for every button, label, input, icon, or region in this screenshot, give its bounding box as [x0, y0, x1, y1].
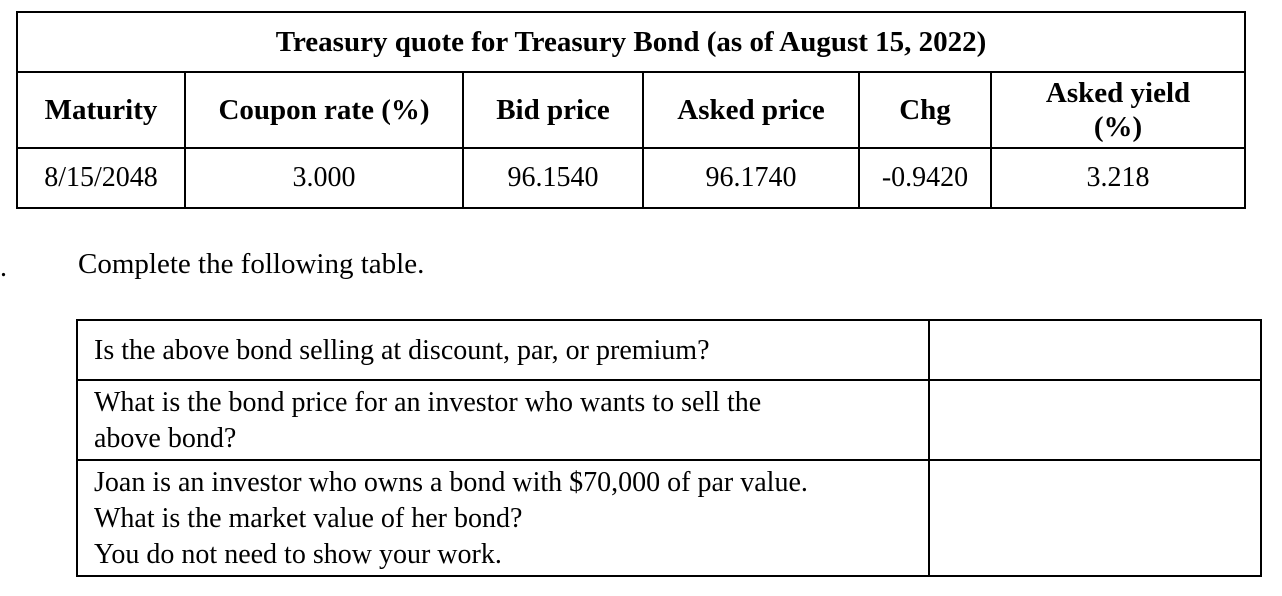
- header-coupon-rate: Coupon rate (%): [185, 72, 463, 148]
- header-maturity: Maturity: [17, 72, 185, 148]
- answer-cell-1[interactable]: [929, 320, 1261, 380]
- answer-cell-3[interactable]: [929, 460, 1261, 576]
- question-2-line-1: What is the bond price for an investor who wants to sell the: [94, 387, 762, 418]
- question-3-line-2: What is the market value of her bond?: [94, 503, 523, 534]
- header-bid-price: Bid price: [463, 72, 643, 148]
- cell-asked-price: 96.1740: [643, 148, 859, 208]
- cell-chg: -0.9420: [859, 148, 991, 208]
- question-3-line-3: You do not need to show your work.: [94, 539, 502, 570]
- question-row-3: [77, 460, 1261, 576]
- quote-title-row: [17, 12, 1245, 72]
- question-3: [77, 460, 929, 576]
- question-2-line-2: above bond?: [94, 423, 237, 454]
- question-table: [76, 319, 1262, 577]
- question-row-1: [77, 320, 1261, 380]
- answer-cell-2[interactable]: [929, 380, 1261, 460]
- instruction-text: Complete the following table.: [78, 248, 425, 280]
- question-3-line-1: Joan is an investor who owns a bond with $70,000 of par value.: [94, 467, 808, 498]
- cell-coupon-rate: 3.000: [185, 148, 463, 208]
- treasury-quote-table: [16, 11, 1246, 209]
- header-asked-price: Asked price: [643, 72, 859, 148]
- header-asked-yield: [991, 72, 1245, 148]
- list-bullet: .: [0, 252, 7, 283]
- quote-data-row: [17, 148, 1245, 208]
- question-row-2: [77, 380, 1261, 460]
- header-asked-yield-line2: (%): [1093, 111, 1143, 143]
- quote-table-title: Treasury quote for Treasury Bond (as of August 15, 2022): [17, 12, 1245, 72]
- cell-bid-price: 96.1540: [463, 148, 643, 208]
- header-chg: Chg: [859, 72, 991, 148]
- header-asked-yield-line1: Asked yield: [1045, 77, 1191, 109]
- question-2: [77, 380, 929, 460]
- cell-maturity: 8/15/2048: [17, 148, 185, 208]
- question-1: Is the above bond selling at discount, par, or premium?: [77, 320, 929, 380]
- quote-header-row: [17, 72, 1245, 148]
- cell-asked-yield: 3.218: [991, 148, 1245, 208]
